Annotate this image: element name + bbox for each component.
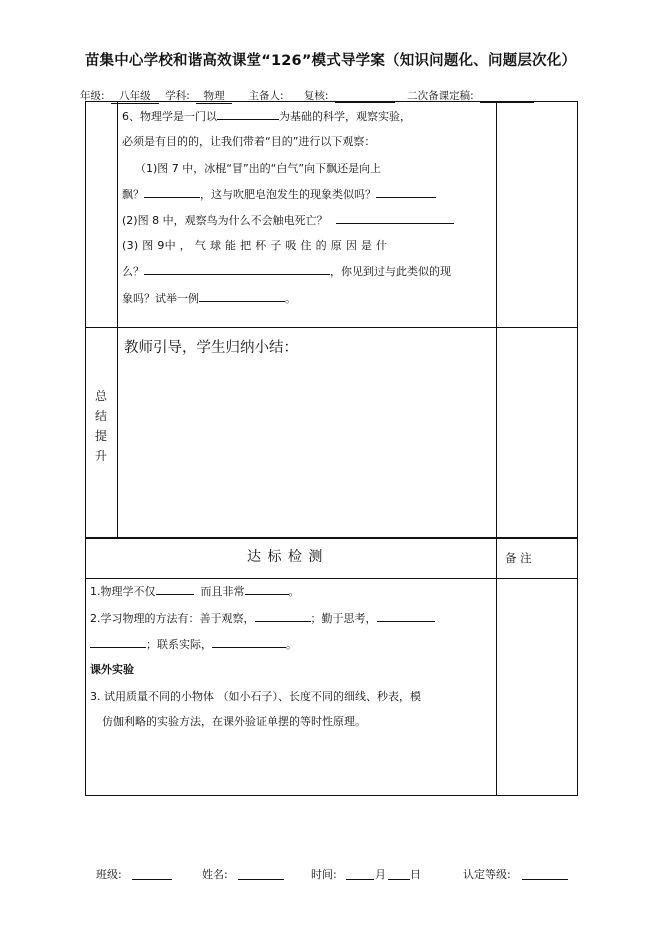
summary-side-label [86,386,116,466]
day-label: 日 [410,868,421,881]
q6-line-2: 必须是有目的的，让我们带着“目的”进行以下观察： [122,135,376,148]
col-divider-left [117,101,118,538]
second-prep-label: 二次备课定稿: [407,90,474,102]
q6-line-5: (2)图 8 中，观察鸟为什么不会触电死亡？ [122,212,454,229]
q6-line-6: (3) 图 9中 ， 气 球 能 把 杯 子 吸 住 的 原 因 是 什 [122,239,388,252]
test-header: 达 标 检 测 [247,549,324,565]
name-label: 姓名: [202,868,228,881]
level-blank [522,868,568,880]
extra-experiment-title: 课外实验 [90,663,134,676]
page-title: 苗集中心学校和谐高效课堂“126”模式导学案（知识问题化、问题层次化） [84,53,577,69]
grade-value: 八年级 [111,88,159,104]
subject-value: 物理 [196,88,232,104]
test-q3-line-2: 仿伽利略的实验方法，在课外验证单摆的等时性原理。 [102,715,366,728]
side-char: 升 [94,449,107,463]
test-q3-line-1: 3. 试用质量不同的小物体 （如小石子）、长度不同的细线、秒表，模 [90,690,421,703]
preparer-label: 主备人: [248,90,284,102]
col-divider-right [496,101,497,538]
test-col-divider [496,538,497,796]
class-label: 班级: [96,868,122,881]
row-divider-q6 [85,327,578,328]
side-char: 结 [94,409,107,423]
test-section-table [85,538,578,796]
test-q2-line-2: ；联系实际， 。 [90,636,297,653]
side-char: 提 [94,429,107,443]
review-label: 复核: [303,90,329,102]
summary-text: 教师引导，学生归纳小结： [124,340,298,356]
q6-line-3: （1)图 7 中，冰棍“冒”出的“白气”向下飘还是向上 [135,162,382,175]
time-label: 时间: [311,868,337,881]
month-label: 月 [375,868,386,881]
test-q1: 1.物理学不仅 而且非常 。 [90,585,300,598]
month-blank [346,868,374,880]
subject-label: 学科: [165,90,190,102]
level-label: 认定等级: [463,868,511,881]
note-header: 备 注 [505,551,532,565]
q6-line-1: 6、物理学是一门以 为基础的科学，观察实验， [122,110,411,123]
class-blank [132,868,172,880]
test-header-divider [85,578,578,579]
day-blank [388,868,410,880]
q6-line-4: 飘？ ，这与吹肥皂泡发生的现象类似吗？ [122,186,436,203]
name-blank [238,868,284,880]
q6-line-7: 么？ ，你见到过与此类似的现 [122,265,451,278]
q6-line-8: 象吗？试举一例 。 [122,292,296,305]
side-char: 总 [94,389,107,403]
grade-label: 年级: [80,90,105,102]
test-q2-line-1: 2.学习物理的方法有：善于观察， ；勤于思考， [90,610,435,627]
